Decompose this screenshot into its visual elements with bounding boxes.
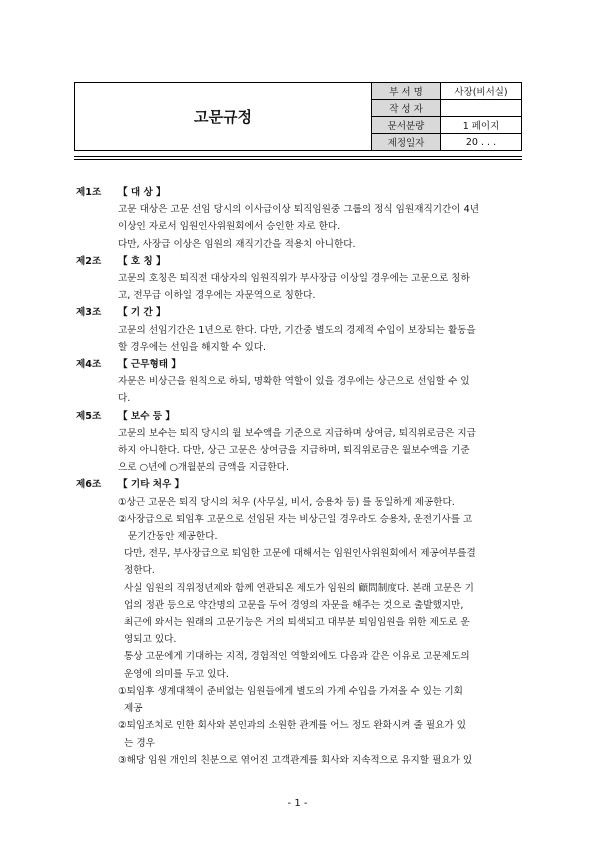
article-heading xyxy=(76,408,526,425)
text-line: 사실 임원의 직위정년제와 함께 연관되온 제도가 임원의 顧問制度다. 본래 고문은 기 xyxy=(124,582,474,594)
text-line: 고문의 보수는 퇴직 당시의 월 보수액을 기준으로 지급하며 상여금, 퇴직위로금은 지급 xyxy=(118,427,476,439)
meta-label: 작 성 자 xyxy=(372,100,441,116)
article-number: 제3조 xyxy=(76,307,102,319)
article-title: 【 기타 처우 】 xyxy=(118,479,185,491)
text-line: 고문의 호칭은 퇴직전 대상자의 임원직위가 부사장급 이상일 경우에는 고문으로 칭하 xyxy=(118,273,470,285)
text-line: 운영에 의미를 두고 있다. xyxy=(124,668,229,680)
text-line: 자문은 비상근을 원칙으로 하되, 명확한 역할이 있을 경우에는 상근으로 선임할 수 있 xyxy=(118,376,470,388)
article-text xyxy=(76,373,526,407)
meta-row-length xyxy=(372,117,521,134)
meta-label: 부 서 명 xyxy=(372,83,441,99)
article-number: 제4조 xyxy=(76,359,102,371)
meta-value: 사장(비서실) xyxy=(454,87,508,98)
document-header xyxy=(74,82,522,151)
list-item-continuation: 문기간동안 제공한다. xyxy=(128,531,218,543)
text-line: 정한다. xyxy=(124,565,155,577)
meta-value: 1 페이지 xyxy=(462,121,500,132)
header-divider xyxy=(74,156,522,157)
text-line: 이상인 자로서 임원인사위원회에서 승인한 자로 한다. xyxy=(118,221,341,233)
article-heading xyxy=(76,356,526,373)
text-line: 다만, 사장급 이상은 임원의 재직기간을 적용치 아니한다. xyxy=(118,238,356,250)
text-line: 다. xyxy=(118,393,131,405)
article-text xyxy=(76,494,526,769)
article-number: 제1조 xyxy=(76,187,102,198)
text-line: 최근에 와서는 원래의 고문기능은 거의 퇴색되고 대부분 퇴임임원을 위한 제도로 운 xyxy=(124,617,470,629)
article-heading xyxy=(76,476,526,493)
article-number: 제2조 xyxy=(76,255,102,267)
reason-item: ①퇴임후 생계대책이 준비없는 임원들에게 별도의 가계 수입을 가져올 수 있는 기회 xyxy=(118,685,463,697)
text-line: 으로 ○년에 ○개월분의 금액을 지급한다. xyxy=(118,462,290,474)
text-line: 고문의 선임기간은 1년으로 한다. 다만, 기간중 별도의 경제적 수입이 보장되는 활동을 xyxy=(118,324,476,336)
meta-value xyxy=(441,100,521,116)
article-title: 【 보수 등 】 xyxy=(118,410,176,422)
text-line: 업의 정관 등으로 약간명의 고문을 두어 경영의 자문을 해주는 것으로 출발했지만, xyxy=(124,599,464,611)
text-line: 고, 전무급 이하일 경우에는 자문역으로 칭한다. xyxy=(118,290,316,302)
meta-value: 20 . . . xyxy=(465,136,497,148)
article-text xyxy=(76,322,526,356)
document-title: 고문규정 xyxy=(75,83,372,150)
reason-item: ③해당 임원 개인의 친분으로 엮어진 고객관계를 회사와 지속적으로 유지할 필요가 있 xyxy=(118,754,473,766)
article-text xyxy=(76,201,526,253)
meta-label: 문서분량 xyxy=(372,117,441,133)
meta-row-department xyxy=(372,83,521,100)
article-heading xyxy=(76,253,526,270)
document-meta-table xyxy=(372,83,521,150)
document-body xyxy=(76,184,526,769)
text-line: 영되고 있다. xyxy=(124,634,177,646)
meta-row-author xyxy=(372,100,521,117)
list-item: ①상근 고문은 퇴직 당시의 처우 (사무실, 비서, 승용차 등) 를 동일하게 제공한다. xyxy=(118,496,455,508)
header-divider xyxy=(74,159,522,160)
page-number: - 1 - xyxy=(287,798,308,809)
article-title: 【 대 상 】 xyxy=(118,187,166,198)
meta-label: 제정일자 xyxy=(372,134,441,150)
meta-row-date xyxy=(372,134,521,150)
article-title: 【 근무형태 】 xyxy=(118,359,181,371)
text-line: 고문 대상은 고문 선임 당시의 이사급이상 퇴직임원중 그룹의 정식 임원재직기간이 4년 xyxy=(118,204,479,216)
article-text xyxy=(76,425,526,477)
reason-item-continuation: 는 경우 xyxy=(124,737,155,749)
text-line: 할 경우에는 선임을 해지할 수 있다. xyxy=(118,341,267,353)
article-number: 제6조 xyxy=(76,479,102,491)
text-line: 하지 아니한다. 다만, 상근 고문은 상여금을 지급하며, 퇴직위로금은 월보수액을 기준 xyxy=(118,445,470,457)
article-heading xyxy=(76,304,526,321)
text-line: 다만, 전무, 부사장급으로 퇴임한 고문에 대해서는 임원인사위원회에서 제공여부를결 xyxy=(124,548,476,560)
article-heading xyxy=(76,184,526,201)
text-line: 통상 고문에게 기대하는 지적, 경험적인 역할외에도 다음과 같은 이유로 고문제도의 xyxy=(124,651,470,663)
reason-item-continuation: 제공 xyxy=(124,703,143,715)
article-title: 【 호 칭 】 xyxy=(118,255,166,267)
article-title: 【 기 간 】 xyxy=(118,307,166,319)
list-item: ②사장급으로 퇴임후 고문으로 선임된 자는 비상근일 경우라도 승용차, 운전기사를 고 xyxy=(118,513,473,525)
reason-item: ②퇴임조치로 인한 회사와 본인과의 소원한 관계를 어느 정도 완화시켜 줄 필요가 있 xyxy=(118,720,466,732)
article-number: 제5조 xyxy=(76,410,102,422)
article-text xyxy=(76,270,526,304)
